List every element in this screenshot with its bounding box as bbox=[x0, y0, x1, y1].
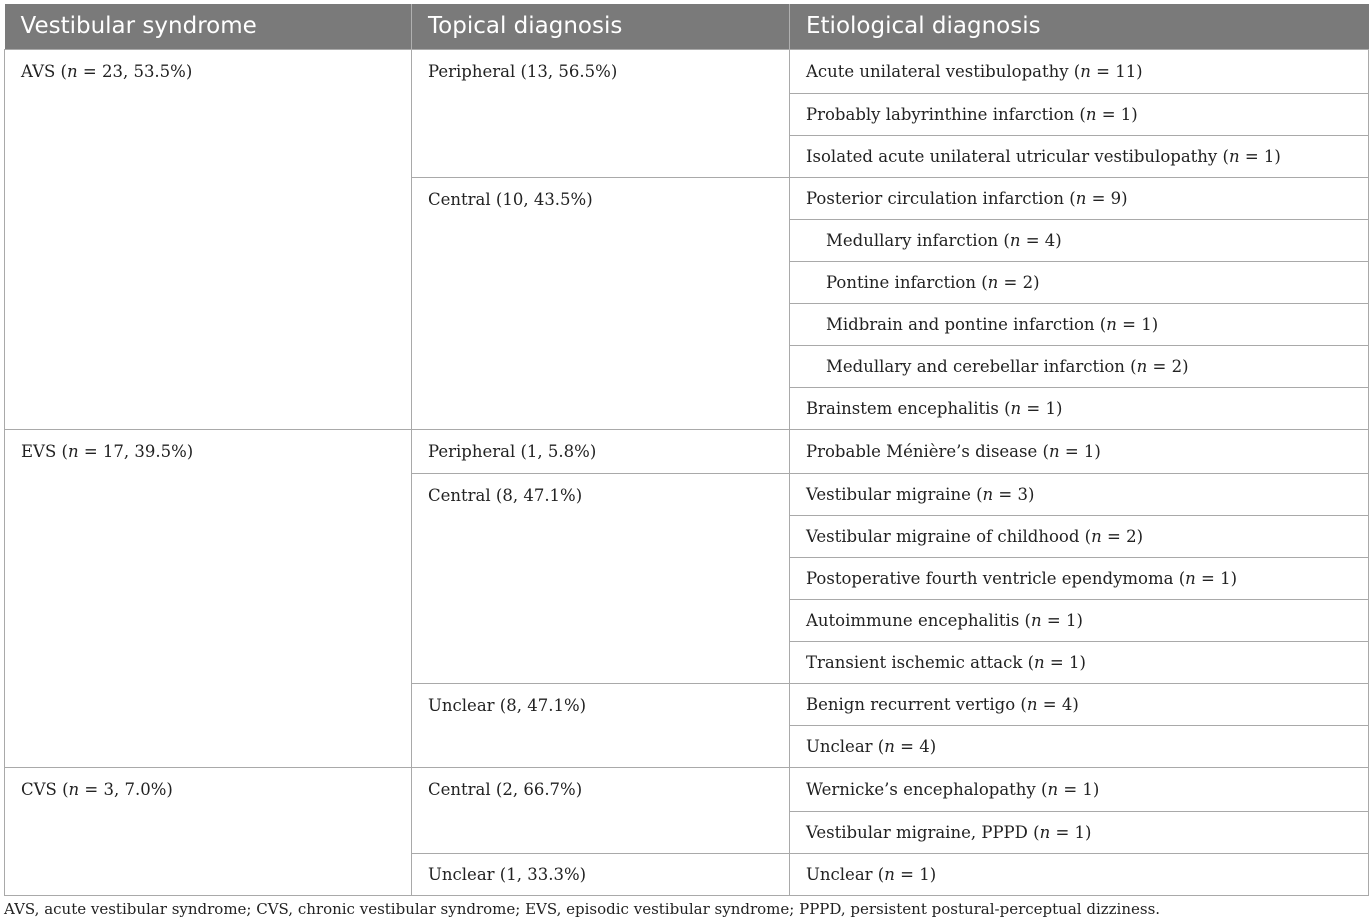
etiology-subcell: Pontine infarction (n = 2) bbox=[790, 261, 1369, 303]
etiology-cell: Vestibular migraine, PPPD (n = 1) bbox=[790, 811, 1369, 853]
table-row bbox=[5, 49, 1369, 93]
header-etiological-diagnosis: Etiological diagnosis bbox=[790, 4, 1369, 49]
topical-cell: Unclear (1, 33.3%) bbox=[412, 853, 790, 895]
etiology-cell: Brainstem encephalitis (n = 1) bbox=[790, 387, 1369, 429]
diagnosis-table bbox=[4, 4, 1369, 896]
etiology-cell: Isolated acute unilateral utricular vestibulopathy (n = 1) bbox=[790, 135, 1369, 177]
etiology-subcell: Midbrain and pontine infarction (n = 1) bbox=[790, 303, 1369, 345]
topical-cell: Unclear (8, 47.1%) bbox=[412, 683, 790, 767]
etiology-cell: Acute unilateral vestibulopathy (n = 11) bbox=[790, 49, 1369, 93]
etiology-cell: Autoimmune encephalitis (n = 1) bbox=[790, 599, 1369, 641]
etiology-cell: Wernicke’s encephalopathy (n = 1) bbox=[790, 767, 1369, 811]
header-topical-diagnosis: Topical diagnosis bbox=[412, 4, 790, 49]
header-row bbox=[5, 4, 1369, 49]
etiology-subcell: Medullary and cerebellar infarction (n = 2) bbox=[790, 345, 1369, 387]
etiology-cell: Posterior circulation infarction (n = 9) bbox=[790, 177, 1369, 219]
etiology-cell: Vestibular migraine (n = 3) bbox=[790, 473, 1369, 515]
etiology-cell: Unclear (n = 1) bbox=[790, 853, 1369, 895]
syndrome-cell: AVS (n = 23, 53.5%) bbox=[5, 49, 412, 429]
etiology-cell: Benign recurrent vertigo (n = 4) bbox=[790, 683, 1369, 725]
etiology-cell: Probable Ménière’s disease (n = 1) bbox=[790, 429, 1369, 473]
topical-cell: Central (8, 47.1%) bbox=[412, 473, 790, 683]
table-footnote: AVS, acute vestibular syndrome; CVS, chronic vestibular syndrome; EVS, episodic vestibular syndrome; PPPD, persistent postural-perceptual dizziness. bbox=[4, 900, 1161, 918]
syndrome-cell: CVS (n = 3, 7.0%) bbox=[5, 767, 412, 895]
syndrome-cell: EVS (n = 17, 39.5%) bbox=[5, 429, 412, 767]
topical-cell: Central (10, 43.5%) bbox=[412, 177, 790, 429]
etiology-cell: Transient ischemic attack (n = 1) bbox=[790, 641, 1369, 683]
header-vestibular-syndrome: Vestibular syndrome bbox=[5, 4, 412, 49]
etiology-cell: Probably labyrinthine infarction (n = 1) bbox=[790, 93, 1369, 135]
table-row bbox=[5, 767, 1369, 811]
table-row bbox=[5, 429, 1369, 473]
etiology-cell: Vestibular migraine of childhood (n = 2) bbox=[790, 515, 1369, 557]
topical-cell: Peripheral (1, 5.8%) bbox=[412, 429, 790, 473]
topical-cell: Central (2, 66.7%) bbox=[412, 767, 790, 853]
etiology-subcell: Medullary infarction (n = 4) bbox=[790, 219, 1369, 261]
etiology-cell: Unclear (n = 4) bbox=[790, 725, 1369, 767]
etiology-cell: Postoperative fourth ventricle ependymoma (n = 1) bbox=[790, 557, 1369, 599]
topical-cell: Peripheral (13, 56.5%) bbox=[412, 49, 790, 177]
